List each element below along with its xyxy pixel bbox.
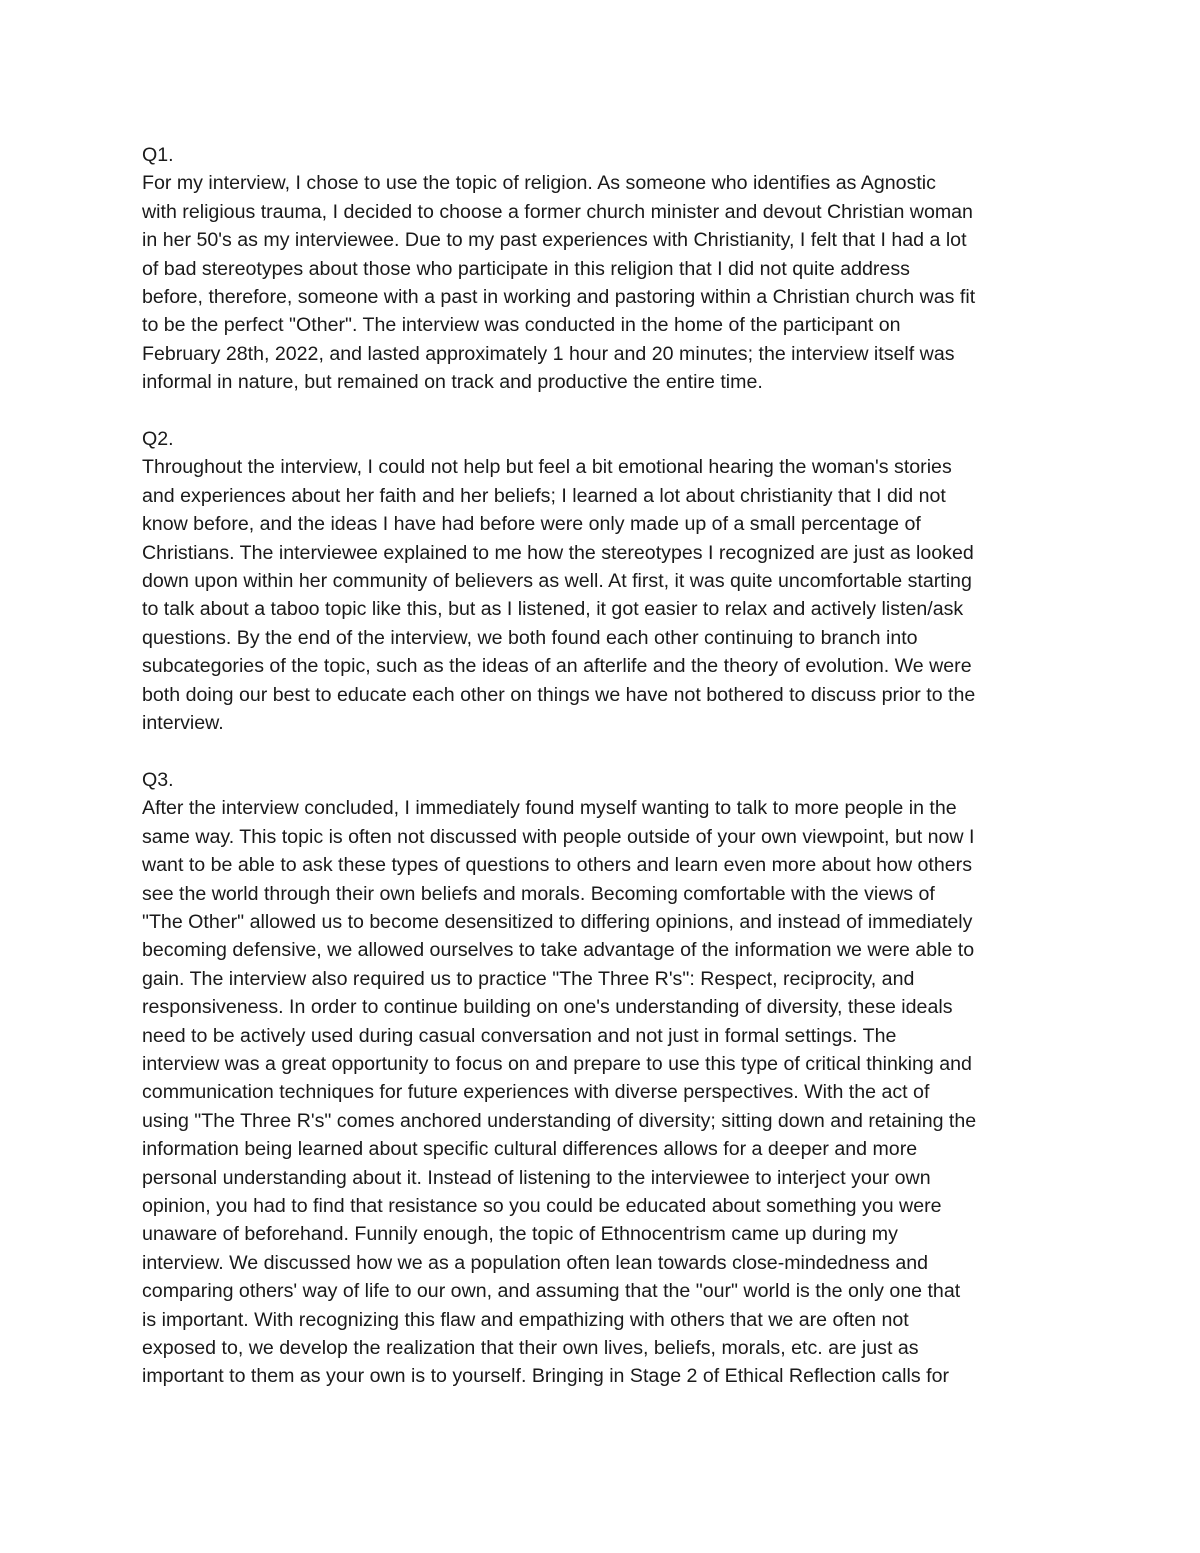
text-line: "The Other" allowed us to become desensitized to differing opinions, and instead of immediately [142, 910, 973, 933]
text-line: comparing others' way of life to our own, and assuming that the "our" world is the only one that [142, 1280, 961, 1303]
text-line: communication techniques for future experiences with diverse perspectives. With the act of [142, 1081, 930, 1104]
text-line: exposed to, we develop the realization that their own lives, beliefs, morals, etc. are just as [142, 1337, 919, 1360]
text-line: interview was a great opportunity to focus on and prepare to use this type of critical thinking and [142, 1052, 972, 1075]
text-line: February 28th, 2022, and lasted approximately 1 hour and 20 minutes; the interview itself was [142, 342, 955, 365]
text-line: becoming defensive, we allowed ourselves to take advantage of the information we were able to [142, 939, 975, 962]
text-line: opinion, you had to find that resistance so you could be educated about something you were [142, 1195, 942, 1217]
text-line: to be the perfect "Other". The interview was conducted in the home of the participant on [142, 314, 901, 337]
text-line: information being learned about specific cultural differences allows for a deeper and more [142, 1138, 918, 1161]
document-body [142, 141, 1072, 1419]
answer-q3 [142, 794, 1072, 1391]
text-line: both doing our best to educate each other on things we have not bothered to discuss prior to the [142, 683, 976, 706]
question-label-q1: Q1. [142, 144, 174, 166]
text-line: see the world through their own beliefs and morals. Becoming comfortable with the views of [142, 882, 935, 905]
section-q2 [142, 425, 1072, 737]
text-line: subcategories of the topic, such as the ideas of an afterlife and the theory of evolution. We were [142, 655, 972, 678]
text-line: questions. By the end of the interview, we both found each other continuing to branch into [142, 626, 918, 649]
text-line: personal understanding about it. Instead of listening to the interviewee to interject your own [142, 1166, 931, 1189]
text-line: important to them as your own is to yourself. Bringing in Stage 2 of Ethical Reflection calls for [142, 1365, 949, 1388]
text-line: want to be able to ask these types of questions to others and learn even more about how others [142, 854, 972, 877]
text-line: gain. The interview also required us to practice "The Three R's": Respect, reciprocity, and [142, 967, 915, 990]
text-line: Throughout the interview, I could not help but feel a bit emotional hearing the woman's stories [142, 456, 952, 479]
text-line: After the interview concluded, I immediately found myself wanting to talk to more people in the [142, 797, 957, 820]
text-line: and experiences about her faith and her beliefs; I learned a lot about christianity that I did not [142, 484, 946, 507]
text-line: before, therefore, someone with a past in working and pastoring within a Christian church was fit [142, 286, 976, 309]
text-line: using "The Three R's" comes anchored understanding of diversity; sitting down and retaining the [142, 1109, 977, 1132]
text-line: For my interview, I chose to use the topic of religion. As someone who identifies as Agnostic [142, 172, 936, 195]
text-line: informal in nature, but remained on track and productive the entire time. [142, 371, 763, 394]
text-line: down upon within her community of believers as well. At first, it was quite uncomfortable starting [142, 570, 972, 593]
text-line: interview. [142, 712, 224, 735]
text-line: need to be actively used during casual conversation and not just in formal settings. The [142, 1024, 897, 1047]
text-line: of bad stereotypes about those who participate in this religion that I did not quite address [142, 257, 910, 280]
text-line: Christians. The interviewee explained to me how the stereotypes I recognized are just as looked [142, 541, 974, 564]
question-label-q2: Q2. [142, 428, 174, 451]
text-line: same way. This topic is often not discussed with people outside of your own viewpoint, but now I [142, 825, 975, 848]
text-line: in her 50's as my interviewee. Due to my past experiences with Christianity, I felt that I had a lot [142, 229, 967, 252]
text-line: interview. We discussed how we as a population often lean towards close-mindedness and [142, 1251, 929, 1274]
text-line: is important. With recognizing this flaw and empathizing with others that we are often not [142, 1308, 909, 1331]
text-line: to talk about a taboo topic like this, but as I listened, it got easier to relax and actively listen/ask [142, 598, 964, 621]
text-line: unaware of beforehand. Funnily enough, the topic of Ethnocentrism came up during my [142, 1223, 898, 1246]
text-line: responsiveness. In order to continue building on one's understanding of diversity, these ideals [142, 996, 953, 1019]
answer-q1 [142, 169, 1072, 396]
section-q3 [142, 766, 1072, 1391]
answer-q2 [142, 453, 1072, 737]
text-line: with religious trauma, I decided to choose a former church minister and devout Christian woman [142, 200, 973, 223]
section-q1 [142, 141, 1072, 397]
text-line: know before, and the ideas I have had before were only made up of a small percentage of [142, 513, 921, 536]
question-label-q3: Q3. [142, 768, 174, 791]
